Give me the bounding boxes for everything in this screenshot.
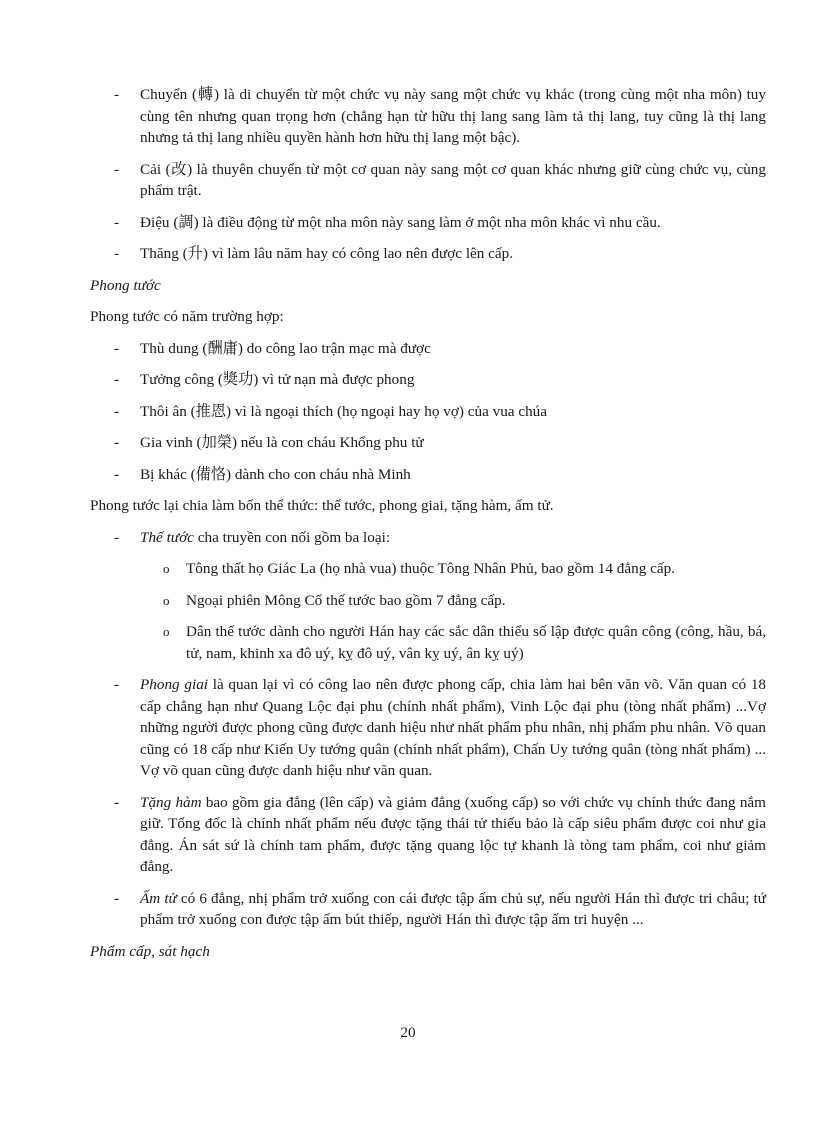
list-item-am-tu: - Ấm tử có 6 đẳng, nhị phẩm trở xuống con cái được tập ấm chủ sự, nếu người Hán thì được tri châu; tứ phẩm trở xuống con được tập ấm bút thiếp, người Hán thì được tập ấm tri huyện ... <box>114 889 767 928</box>
sub-list-item: o Tông thất họ Giác La (họ nhà vua) thuộc Tông Nhân Phủ, bao gồm 14 đẳng cấp. <box>163 560 675 577</box>
list-item: - Chuyển (轉) là di chuyển từ một chức vụ này sang một chức vụ khác (trong cùng một nha môn) tuy cùng tên nhưng quan trọng hơn (chẳng hạn từ hữu thị lang sang làm tả thị lang, tuy cũng là thị lang nhưng tả thị lang nhiều quyền hành hơn hữu thị lang một bậc). <box>114 86 766 146</box>
list-item: - Bị khác (備恪) dành cho con cháu nhà Minh <box>114 465 411 483</box>
list-item-tang-ham: - Tặng hàm bao gồm gia đẳng (lên cấp) và giảm đẳng (xuống cấp) so với chức vụ chính thức đang nắm giữ. Tổng đốc là chính nhất phẩm nếu được tặng thái tử thiếu bảo là cấp siêu phẩm được coi như gia đẳng. Án sát sứ là chính tam phẩm, được tặng quang lộc tự khanh là tòng tam phẩm, coi như giảm đẳng. <box>114 793 766 875</box>
list-item: - Điệu (調) là điều động từ một nha môn này sang làm ở một nha môn khác vì nhu cầu. <box>114 213 661 231</box>
paragraph-intro: Phong tước có năm trường hợp: <box>90 308 284 325</box>
section-heading-phong-tuoc: Phong tước <box>90 276 161 294</box>
section-heading-pham-cap: Phẩm cấp, sát hạch <box>90 942 210 960</box>
page-number: 20 <box>400 1024 416 1041</box>
list-item-the-tuoc: - Thế tước cha truyền con nối gồm ba loại: <box>114 528 391 546</box>
list-item: - Thù dung (酬庸) do công lao trận mạc mà được <box>114 339 431 357</box>
list-item: - Thăng (升) vì làm lâu năm hay có công lao nên được lên cấp. <box>114 245 514 262</box>
list-item: - Gia vinh (加榮) nếu là con cháu Khổng phu tử <box>114 434 424 451</box>
list-item: - Cải (改) là thuyên chuyển từ một cơ quan này sang một cơ quan khác nhưng giữ cùng chức vụ, cùng phẩm trật. <box>114 160 766 199</box>
list-item-phong-giai: - Phong giai là quan lại vì có công lao nên được phong cấp, chia làm hai bên văn võ. Văn quan có 18 cấp chẳng hạn như Quang Lộc đại phu (chính nhất phẩm), Vinh Lộc đại phu (tòng nhất phẩm) ...Vợ những người được phong cũng được danh hiệu như nhất phẩm phu nhân, nhị phẩm phu nhân. Võ quan cũng có 18 cấp như Kiến Uy tướng quân (chính nhất phẩm), Chấn Uy tướng quân (tòng nhất phẩm) ... Vợ võ quan cũng được danh hiệu như văn quan. <box>114 676 767 779</box>
document-body <box>90 84 766 972</box>
list-item: - Tưởng công (獎功) vì tử nạn mà được phong <box>114 371 415 388</box>
paragraph-four-forms: Phong tước lại chia làm bốn thể thức: thế tước, phong giai, tặng hàm, ấm tử. <box>90 497 554 514</box>
sub-list-item: o Dân thế tước dành cho người Hán hay các sắc dân thiểu số lập được quân công (công, hầu, bá, tử, nam, khinh xa đô uý, kỵ đô uý, vân kỵ uý, ân kỵ uý) <box>163 623 766 662</box>
sub-list-item: o Ngoại phiên Mông Cổ thế tước bao gồm 7 đẳng cấp. <box>163 591 506 609</box>
list-item: - Thôi ân (推恩) vì là ngoại thích (họ ngoại hay họ vợ) của vua chúa <box>114 402 548 420</box>
